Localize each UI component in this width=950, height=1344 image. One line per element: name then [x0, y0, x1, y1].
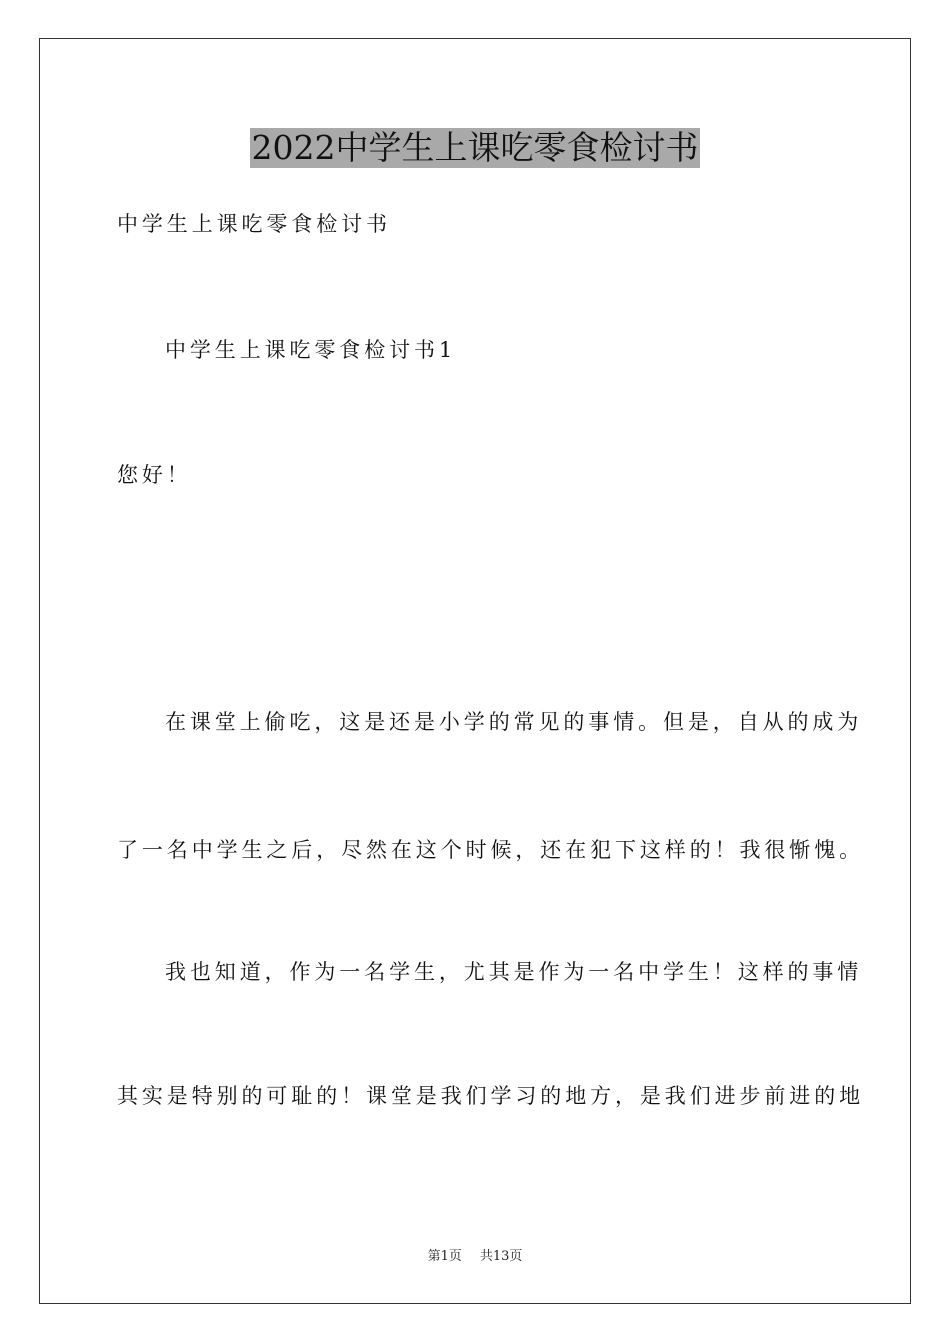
- document-subtitle: 中学生上课吃零食检讨书: [117, 212, 391, 236]
- paragraph-line: 在课堂上偷吃，这是还是小学的常见的事情。但是，自从的成为: [165, 710, 863, 734]
- document-title: 2022中学生上课吃零食检讨书: [251, 128, 699, 167]
- page-footer: [0, 1248, 950, 1266]
- title-container: [0, 128, 950, 168]
- greeting: 您好！: [117, 463, 192, 487]
- paragraph-line: 其实是特别的可耻的！课堂是我们学习的地方，是我们进步前进的地: [117, 1084, 864, 1108]
- page-total: 共13页: [479, 1249, 523, 1264]
- page-number: 第1页: [427, 1249, 462, 1264]
- section-heading: 中学生上课吃零食检讨书1: [165, 338, 457, 362]
- paragraph-line: 了一名中学生之后，尽然在这个时候，还在犯下这样的！我很惭愧。: [117, 838, 864, 862]
- paragraph-line: 我也知道，作为一名学生，尤其是作为一名中学生！这样的事情: [165, 960, 863, 984]
